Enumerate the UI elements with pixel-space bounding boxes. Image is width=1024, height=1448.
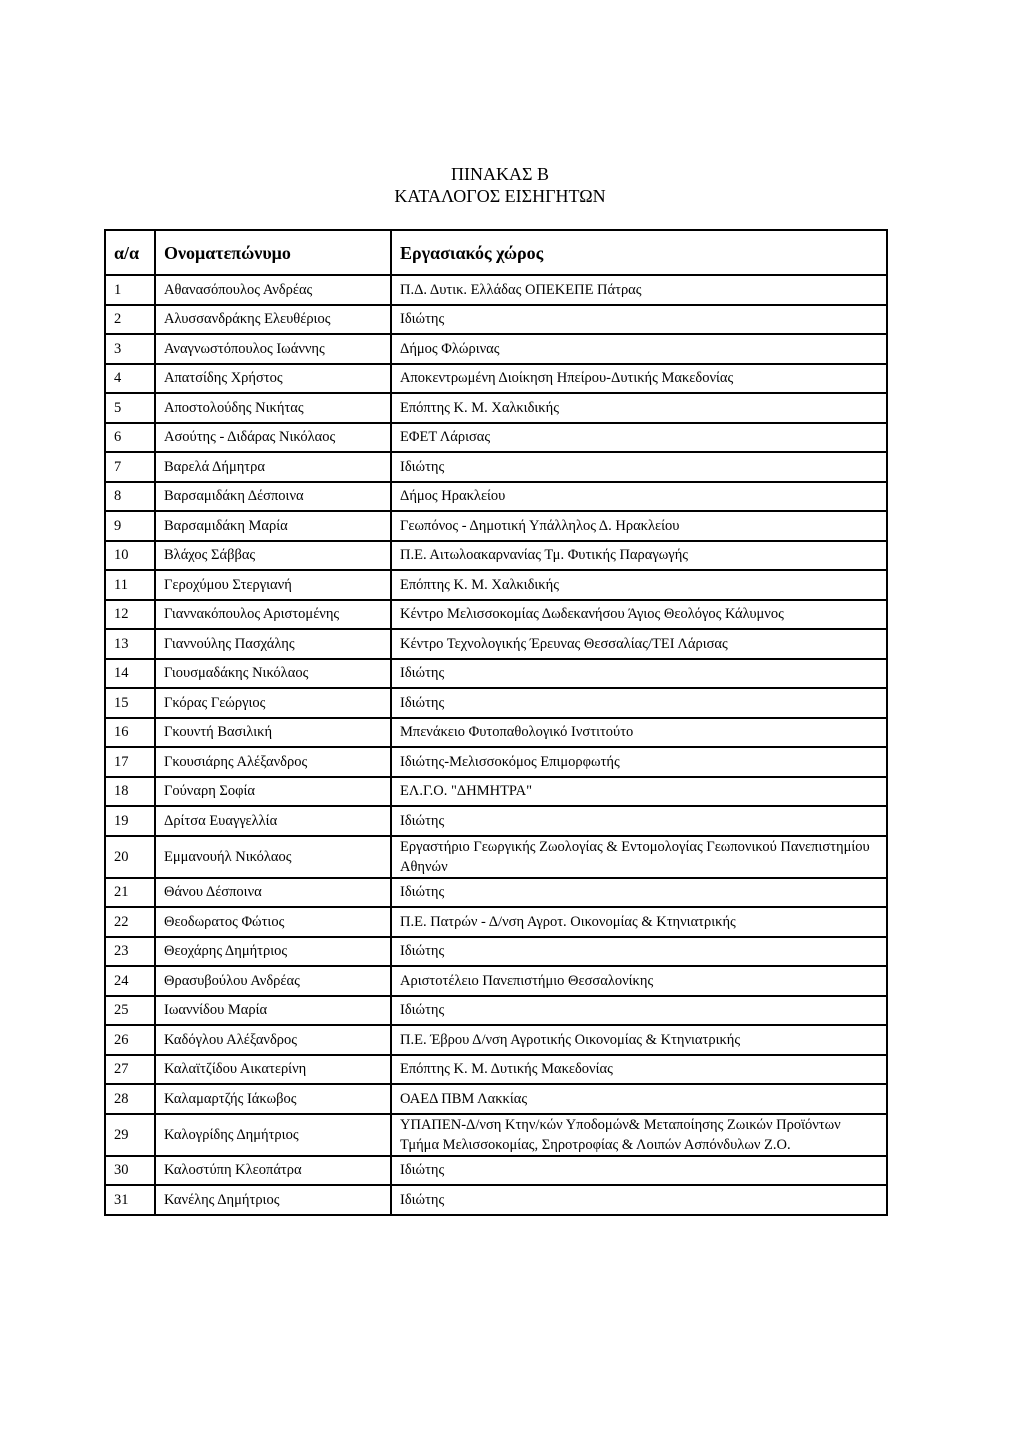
cell-work: Γεωπόνος - Δημοτική Υπάλληλος Δ. Ηρακλείου — [391, 511, 887, 541]
table-row — [105, 836, 887, 878]
table-row — [105, 1025, 887, 1055]
cell-name: Γκόρας Γεώργιος — [155, 688, 391, 718]
cell-work: Μπενάκειο Φυτοπαθολογικό Ινστιτούτο — [391, 718, 887, 748]
table-row — [105, 1114, 887, 1156]
cell-num: 30 — [105, 1156, 155, 1186]
cell-work: Π.Ε. Αιτωλοακαρνανίας Τμ. Φυτικής Παραγωγής — [391, 541, 887, 571]
cell-name: Καλοστύπη Κλεοπάτρα — [155, 1156, 391, 1186]
cell-work: Ιδιώτης — [391, 452, 887, 482]
cell-name: Αναγνωστόπουλος Ιωάννης — [155, 334, 391, 364]
cell-num: 27 — [105, 1055, 155, 1085]
cell-work: ΥΠΑΠΕΝ-Δ/νση Κτην/κών Υποδομών& Μεταποίησης Ζωικών Προϊόντων Τμήμα Μελισσοκομίας, Σηροτροφίας & Λοιπών Ασπόνδυλων Ζ.Ο. — [391, 1114, 887, 1156]
cell-work: Αριστοτέλειο Πανεπιστήμιο Θεσσαλονίκης — [391, 966, 887, 996]
title-line-2: ΚΑΤΑΛΟΓΟΣ ΕΙΣΗΓΗΤΩΝ — [394, 186, 606, 206]
cell-work: Ιδιώτης — [391, 1185, 887, 1215]
cell-work: Ιδιώτης — [391, 305, 887, 335]
table-body — [105, 275, 887, 1215]
cell-num: 25 — [105, 996, 155, 1026]
cell-name: Βαρελά Δήμητρα — [155, 452, 391, 482]
cell-name: Αλυσσανδράκης Ελευθέριος — [155, 305, 391, 335]
cell-num: 24 — [105, 966, 155, 996]
table-row — [105, 423, 887, 453]
cell-name: Γιουσμαδάκης Νικόλαος — [155, 659, 391, 689]
table-row — [105, 541, 887, 571]
table-row — [105, 966, 887, 996]
cell-name: Βαρσαμιδάκη Μαρία — [155, 511, 391, 541]
cell-name: Απατσίδης Χρήστος — [155, 364, 391, 394]
table-row — [105, 452, 887, 482]
table-row — [105, 364, 887, 394]
cell-work: Εργαστήριο Γεωργικής Ζωολογίας & Εντομολογίας Γεωπονικού Πανεπιστημίου Αθηνών — [391, 836, 887, 878]
cell-work: Αποκεντρωμένη Διοίκηση Ηπείρου-Δυτικής Μακεδονίας — [391, 364, 887, 394]
cell-num: 9 — [105, 511, 155, 541]
table-row — [105, 305, 887, 335]
cell-name: Γκουσιάρης Αλέξανδρος — [155, 747, 391, 777]
table-row — [105, 1055, 887, 1085]
cell-num: 21 — [105, 878, 155, 908]
cell-work: Ιδιώτης — [391, 878, 887, 908]
cell-num: 10 — [105, 541, 155, 571]
table-row — [105, 600, 887, 630]
cell-num: 20 — [105, 836, 155, 878]
cell-num: 5 — [105, 393, 155, 423]
title-line-1: ΠΙΝΑΚΑΣ Β — [451, 164, 549, 184]
table-row — [105, 334, 887, 364]
cell-work: ΕΛ.Γ.Ο. "ΔΗΜΗΤΡΑ" — [391, 777, 887, 807]
header-name: Ονοματεπώνυμο — [155, 230, 391, 275]
cell-name: Καλαμαρτζής Ιάκωβος — [155, 1084, 391, 1114]
cell-num: 4 — [105, 364, 155, 394]
cell-name: Εμμανουήλ Νικόλαος — [155, 836, 391, 878]
cell-name: Βαρσαμιδάκη Δέσποινα — [155, 482, 391, 512]
cell-num: 7 — [105, 452, 155, 482]
cell-work: Ιδιώτης — [391, 688, 887, 718]
table-row — [105, 659, 887, 689]
table-row — [105, 570, 887, 600]
table-header-row — [105, 230, 887, 275]
table-row — [105, 907, 887, 937]
cell-name: Αθανασόπουλος Ανδρέας — [155, 275, 391, 305]
cell-num: 18 — [105, 777, 155, 807]
cell-work: Ιδιώτης-Μελισσοκόμος Επιμορφωτής — [391, 747, 887, 777]
cell-name: Καλογρίδης Δημήτριος — [155, 1114, 391, 1156]
cell-name: Αποστολούδης Νικήτας — [155, 393, 391, 423]
cell-num: 19 — [105, 806, 155, 836]
cell-num: 11 — [105, 570, 155, 600]
cell-num: 28 — [105, 1084, 155, 1114]
cell-num: 23 — [105, 937, 155, 967]
cell-work: Ιδιώτης — [391, 996, 887, 1026]
cell-num: 12 — [105, 600, 155, 630]
cell-work: Κέντρο Τεχνολογικής Έρευνας Θεσσαλίας/ΤΕΙ Λάρισας — [391, 629, 887, 659]
cell-name: Καδόγλου Αλέξανδρος — [155, 1025, 391, 1055]
cell-num: 17 — [105, 747, 155, 777]
header-work: Εργασιακός χώρος — [391, 230, 887, 275]
cell-work: Επόπτης Κ. Μ. Χαλκιδικής — [391, 570, 887, 600]
cell-work: ΟΑΕΔ ΠΒΜ Λακκίας — [391, 1084, 887, 1114]
cell-work: Επόπτης Κ. Μ. Χαλκιδικής — [391, 393, 887, 423]
cell-work: Κέντρο Μελισσοκομίας Δωδεκανήσου Άγιος Θεολόγος Κάλυμνος — [391, 600, 887, 630]
table-row — [105, 688, 887, 718]
table-row — [105, 393, 887, 423]
cell-num: 16 — [105, 718, 155, 748]
document-title — [0, 163, 1000, 207]
header-num: α/α — [105, 230, 155, 275]
cell-name: Ιωαννίδου Μαρία — [155, 996, 391, 1026]
table-row — [105, 275, 887, 305]
cell-num: 29 — [105, 1114, 155, 1156]
table-row — [105, 718, 887, 748]
table-row — [105, 1084, 887, 1114]
cell-work: Ιδιώτης — [391, 937, 887, 967]
cell-num: 3 — [105, 334, 155, 364]
cell-name: Θάνου Δέσποινα — [155, 878, 391, 908]
table-row — [105, 878, 887, 908]
cell-work: Ιδιώτης — [391, 1156, 887, 1186]
cell-work: ΕΦΕΤ Λάρισας — [391, 423, 887, 453]
cell-num: 13 — [105, 629, 155, 659]
cell-work: Δήμος Φλώρινας — [391, 334, 887, 364]
table-row — [105, 629, 887, 659]
cell-name: Θεοχάρης Δημήτριος — [155, 937, 391, 967]
cell-name: Ασούτης - Διδάρας Νικόλαος — [155, 423, 391, 453]
cell-name: Καλαϊτζίδου Αικατερίνη — [155, 1055, 391, 1085]
cell-work: Π.Ε. Πατρών - Δ/νση Αγροτ. Οικονομίας & Κτηνιατρικής — [391, 907, 887, 937]
cell-num: 8 — [105, 482, 155, 512]
cell-num: 22 — [105, 907, 155, 937]
table-row — [105, 1156, 887, 1186]
cell-name: Γιαννούλης Πασχάλης — [155, 629, 391, 659]
cell-name: Γκουντή Βασιλική — [155, 718, 391, 748]
table-row — [105, 996, 887, 1026]
table-row — [105, 747, 887, 777]
cell-num: 14 — [105, 659, 155, 689]
cell-name: Θρασυβούλου Ανδρέας — [155, 966, 391, 996]
cell-name: Γούναρη Σοφία — [155, 777, 391, 807]
cell-name: Γεροχύμου Στεργιανή — [155, 570, 391, 600]
cell-name: Γιαννακόπουλος Αριστομένης — [155, 600, 391, 630]
cell-work: Δήμος Ηρακλείου — [391, 482, 887, 512]
cell-name: Κανέλης Δημήτριος — [155, 1185, 391, 1215]
table-row — [105, 1185, 887, 1215]
cell-num: 2 — [105, 305, 155, 335]
cell-work: Π.Δ. Δυτικ. Ελλάδας ΟΠΕΚΕΠΕ Πάτρας — [391, 275, 887, 305]
cell-work: Π.Ε. Έβρου Δ/νση Αγροτικής Οικονομίας & Κτηνιατρικής — [391, 1025, 887, 1055]
table-row — [105, 511, 887, 541]
speakers-table — [104, 229, 888, 1216]
cell-work: Ιδιώτης — [391, 659, 887, 689]
table-row — [105, 777, 887, 807]
cell-work: Ιδιώτης — [391, 806, 887, 836]
cell-num: 31 — [105, 1185, 155, 1215]
cell-num: 15 — [105, 688, 155, 718]
table-row — [105, 937, 887, 967]
cell-num: 6 — [105, 423, 155, 453]
cell-work: Επόπτης Κ. Μ. Δυτικής Μακεδονίας — [391, 1055, 887, 1085]
cell-num: 26 — [105, 1025, 155, 1055]
cell-name: Δρίτσα Ευαγγελλία — [155, 806, 391, 836]
table-row — [105, 482, 887, 512]
cell-name: Βλάχος Σάββας — [155, 541, 391, 571]
cell-num: 1 — [105, 275, 155, 305]
table-row — [105, 806, 887, 836]
cell-name: Θεοδωρατος Φώτιος — [155, 907, 391, 937]
